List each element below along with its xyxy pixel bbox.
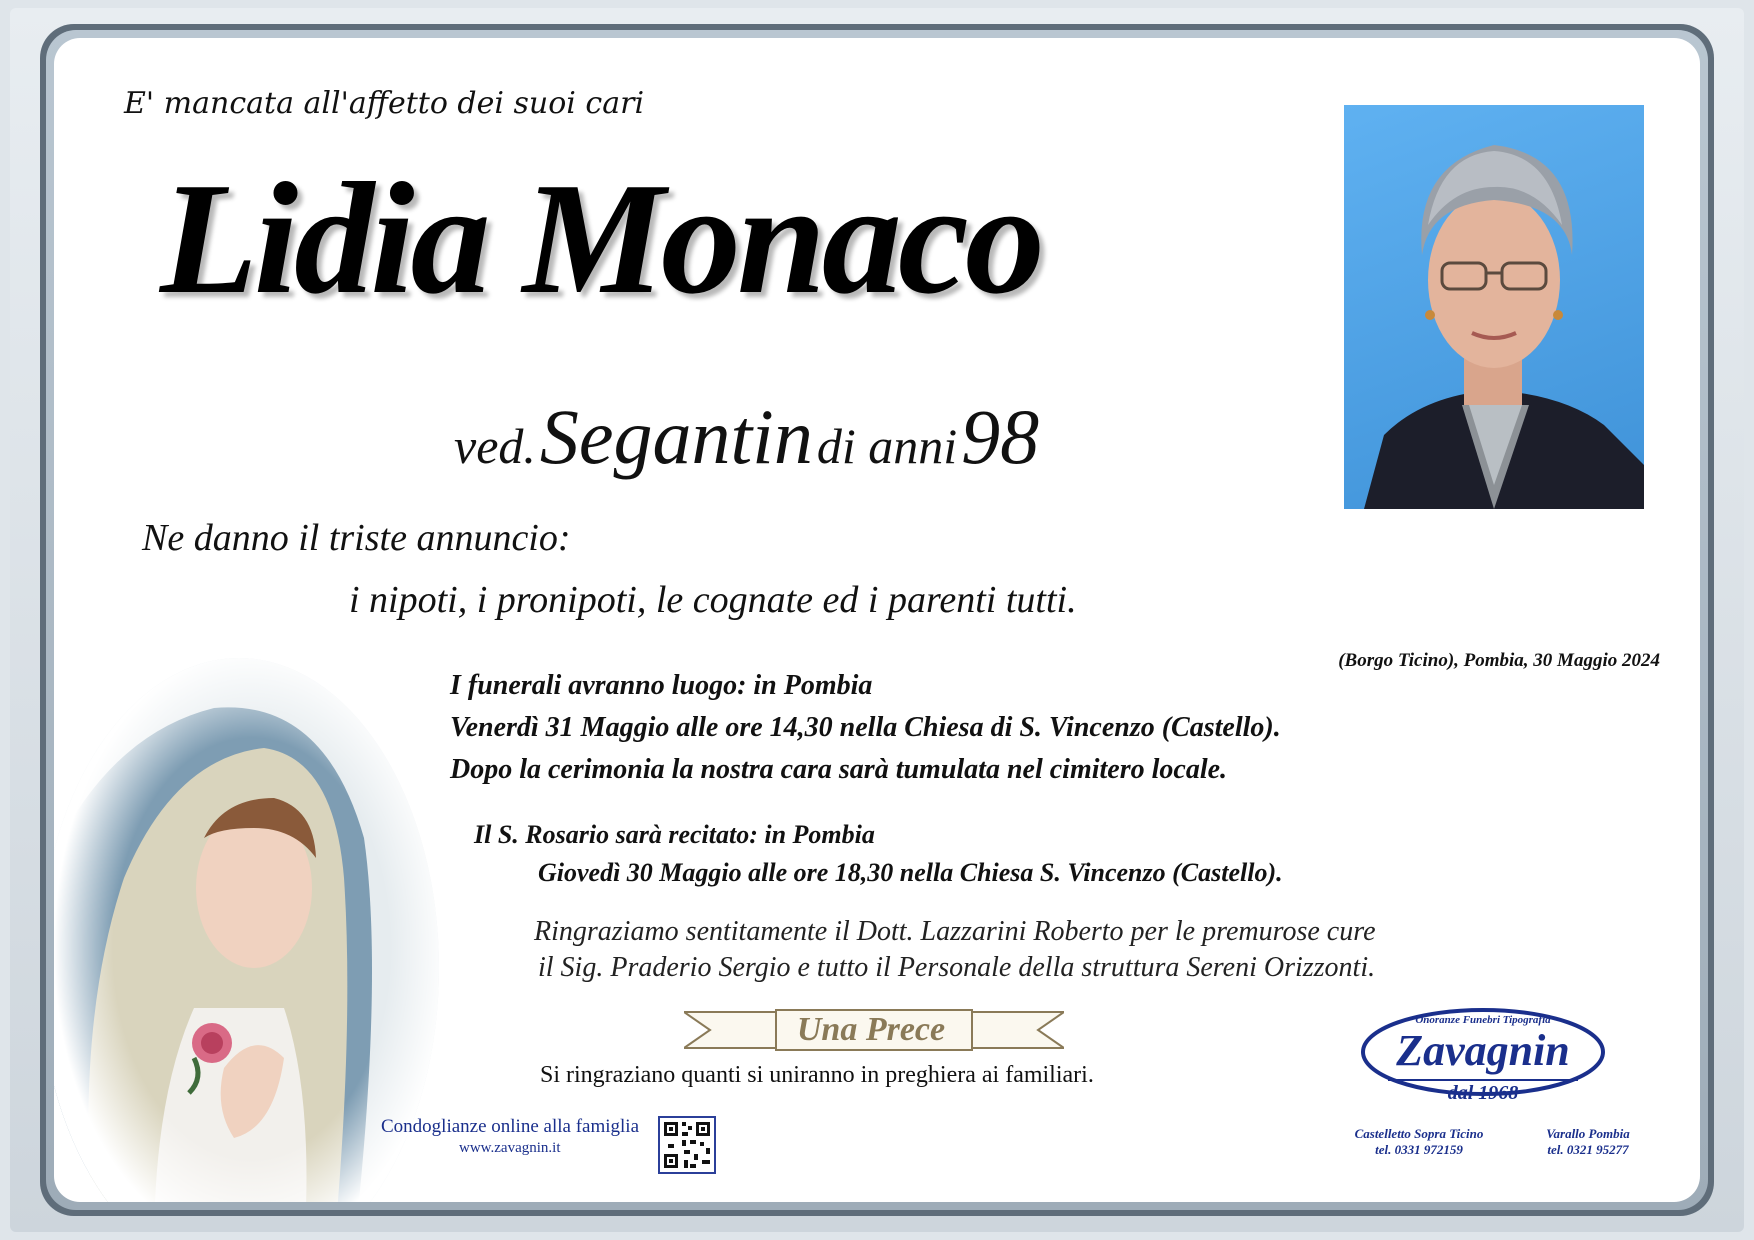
website-link[interactable]: www.zavagnin.it xyxy=(459,1140,561,1156)
office-phone: tel. 0321 95277 xyxy=(1547,1142,1629,1157)
funeral-line-1: I funerali avranno luogo: in Pombia xyxy=(450,670,873,701)
logo-brand: Zavagnin xyxy=(1396,1026,1570,1075)
age-prefix: di anni xyxy=(816,418,958,474)
deceased-name: Lidia Monaco xyxy=(160,149,1041,327)
office-city: Castelletto Sopra Ticino xyxy=(1354,1126,1484,1141)
logo-tagline: Onoranze Funebri Tipografia xyxy=(1415,1014,1551,1026)
announcement-line-1: Ne danno il triste annuncio: xyxy=(142,517,571,559)
office-castelletto xyxy=(1324,1126,1514,1158)
widow-surname: Segantin xyxy=(539,393,813,480)
funeral-line-2: Venerdì 31 Maggio alle ore 14,30 nella Chiesa di S. Vincenzo (Castello). xyxy=(450,712,1281,743)
rosary-line-1: Il S. Rosario sarà recitato: in Pombia xyxy=(474,820,875,849)
place-and-date: (Borgo Ticino), Pombia, 30 Maggio 2024 xyxy=(1338,650,1660,671)
thanks-line-1: Ringraziamo sentitamente il Dott. Lazzarini Roberto per le premurose cure xyxy=(534,916,1376,947)
age-value: 98 xyxy=(961,393,1040,480)
intro-text: E' mancata all'affetto dei suoi cari xyxy=(124,86,645,121)
portrait-photo xyxy=(1344,105,1644,509)
announcement-line-2: i nipoti, i pronipoti, le cognate ed i parenti tutti. xyxy=(349,579,1077,621)
thanks-line-2: il Sig. Praderio Sergio e tutto il Personale della struttura Sereni Orizzonti. xyxy=(538,952,1376,983)
widow-line xyxy=(454,393,1040,480)
logo-since: dal 1968 xyxy=(1447,1082,1519,1104)
gratitude-text: Si ringraziano quanti si uniranno in preghiera ai familiari. xyxy=(540,1062,1094,1088)
prece-text: Una Prece xyxy=(796,1011,946,1048)
office-varallo xyxy=(1528,1126,1648,1158)
funeral-line-3: Dopo la cerimonia la nostra cara sarà tumulata nel cimitero locale. xyxy=(450,754,1228,785)
obituary-card xyxy=(54,38,1700,1202)
office-city: Varallo Pombia xyxy=(1546,1126,1630,1141)
condolences-label: Condoglianze online alla famiglia xyxy=(381,1116,640,1137)
rosary-line-2: Giovedì 30 Maggio alle ore 18,30 nella Chiesa S. Vincenzo (Castello). xyxy=(538,858,1283,887)
qr-code-icon xyxy=(658,1116,716,1174)
office-phone: tel. 0331 972159 xyxy=(1375,1142,1463,1157)
widow-prefix: ved. xyxy=(454,418,536,474)
